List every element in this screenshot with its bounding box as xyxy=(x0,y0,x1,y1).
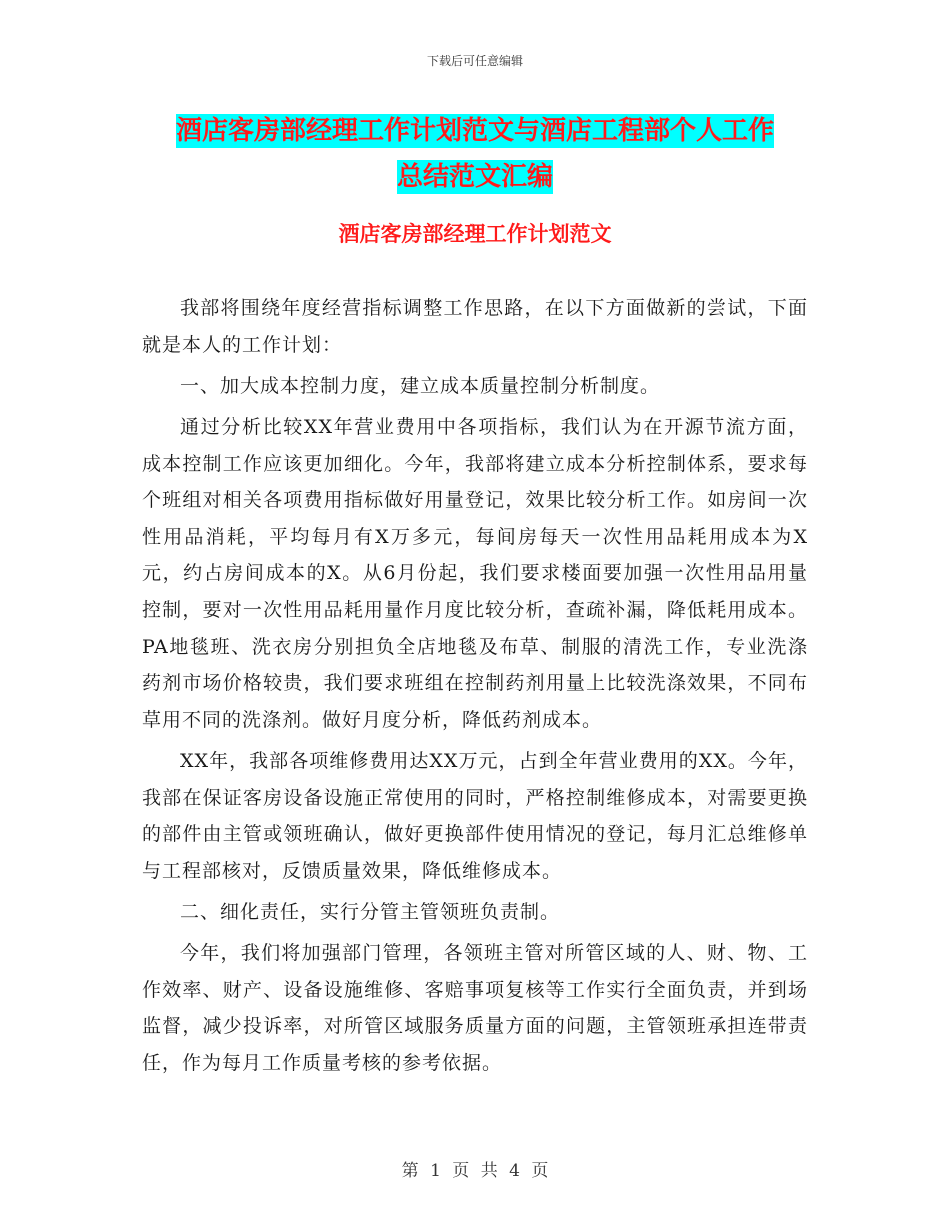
paragraph-responsibility: 今年，我们将加强部门管理，各领班主管对所管区域的人、财、物、工作效率、财产、设备设施维修、客赔事项复核等工作实行全面负责，并到场监督，减少投诉率，对所管区域服务质量方面的问题，主管领班承担连带责任，作为每月工作质量考核的参考依据。 xyxy=(142,942,808,1074)
page-number-footer: 第 1 页 共 4 页 xyxy=(401,1161,549,1181)
paragraph-intro: 我部将围绕年度经营指标调整工作思路，在以下方面做新的尝试，下面就是本人的工作计划： xyxy=(142,297,808,356)
body-text xyxy=(142,290,808,1086)
document-title xyxy=(100,108,850,200)
page-header-note: 下载后可任意编辑 xyxy=(426,54,523,68)
paragraph-heading-2: 二、细化责任，实行分管主管领班负责制。 xyxy=(180,900,561,923)
document-title-line-2: 总结范文汇编 xyxy=(396,162,553,192)
paragraph-heading-1: 一、加大成本控制力度，建立成本质量控制分析制度。 xyxy=(180,374,661,397)
paragraph-cost-analysis: 通过分析比较XX年营业费用中各项指标，我们认为在开源节流方面，成本控制工作应该更加细化。今年，我部将建立成本分析控制体系，要求每个班组对相关各项费用指标做好用量登记，效果比较分析工作。如房间一次性用品消耗，平均每月有X万多元，每间房每天一次性用品耗用成本为X元，约占房间成本的X。从6月份起，我们要求楼面要加强一次性用品用量控制，要对一次性用品耗用量作月度比较分析，查疏补漏，降低耗用成本。PA地毯班、洗衣房分别担负全店地毯及布草、制服的清洗工作，专业洗涤药剂市场价格较贵，我们要求班组在控制药剂用量上比较洗涤效果，不同布草用不同的洗涤剂。做好月度分析，降低药剂成本。 xyxy=(142,415,808,731)
document-title-line-1: 酒店客房部经理工作计划范文与酒店工程部个人工作 xyxy=(175,116,774,146)
paragraph-maintenance: XX年，我部各项维修费用达XX万元，占到全年营业费用的XX。今年，我部在保证客房设备设施正常使用的同时，严格控制维修成本，对需要更换的部件由主管或领班确认，做好更换部件使用情况的登记，每月汇总维修单与工程部核对，反馈质量效果，降低维修成本。 xyxy=(142,749,808,882)
section-title: 酒店客房部经理工作计划范文 xyxy=(338,222,612,246)
